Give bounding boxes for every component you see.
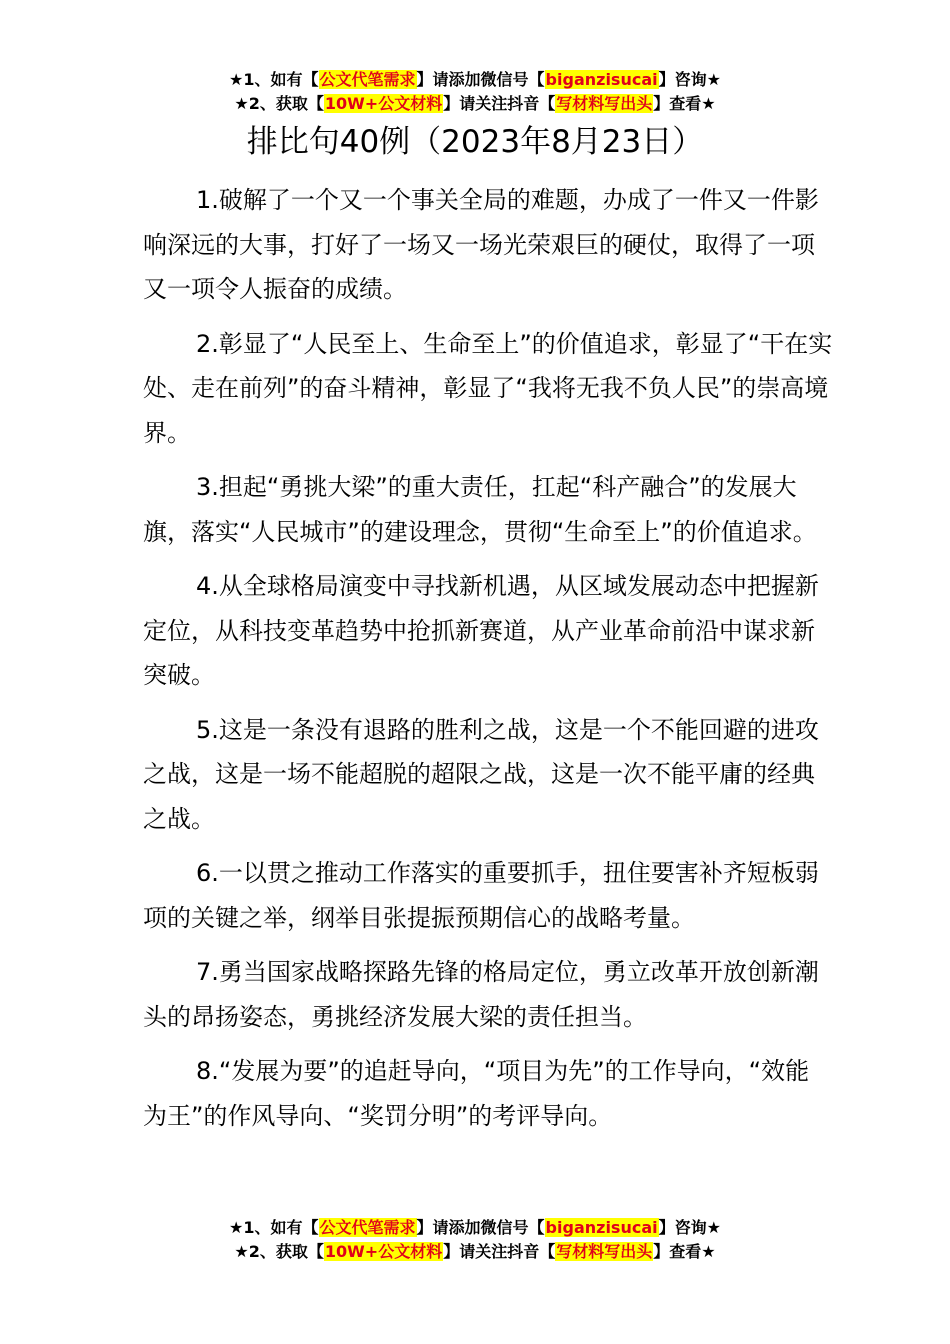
paragraph-5: 5.这是一条没有退路的胜利之战，这是一个不能回避的进攻之战，这是一场不能超脱的超限之战，这是一次不能平庸的经典之战。	[143, 715, 819, 833]
bottom-banner-highlight-wechat-id: biganzisucai	[545, 1218, 658, 1237]
paragraph-3: 3.担起“勇挑大梁”的重大责任，扛起“科产融合”的发展大旗，落实“人民城市”的建设理念，贯彻“生命至上”的价值追求。	[143, 473, 817, 546]
top-banner	[0, 68, 950, 116]
top-banner-highlight-writing-service: 公文代笔需求	[319, 70, 416, 89]
paragraph-4: 4.从全球格局演变中寻找新机遇，从区域发展动态中把握新定位，从科技变革趋势中抢抓新赛道，从产业革命前沿中谋求新突破。	[143, 572, 819, 689]
bottom-banner-highlight-materials: 10W+公文材料	[324, 1242, 443, 1261]
bottom-banner-highlight-writing-service: 公文代笔需求	[319, 1218, 416, 1237]
top-banner-line-1: ★1、如有【公文代笔需求】请添加微信号【biganzisucai】咨询★	[229, 70, 721, 89]
bottom-banner-line-1: ★1、如有【公文代笔需求】请添加微信号【biganzisucai】咨询★	[229, 1218, 721, 1237]
bottom-banner	[0, 1216, 950, 1264]
top-banner-highlight-materials: 10W+公文材料	[324, 94, 443, 113]
top-banner-highlight-douyin: 写材料写出头	[556, 94, 653, 113]
paragraph-7: 7.勇当国家战略探路先锋的格局定位，勇立改革开放创新潮头的昂扬姿态，勇挑经济发展大梁的责任担当。	[143, 958, 819, 1031]
top-banner-highlight-wechat-id: biganzisucai	[545, 70, 658, 89]
top-banner-line-2: ★2、获取【10W+公文材料】请关注抖音【写材料写出头】查看★	[234, 94, 716, 113]
document-body	[143, 178, 833, 1148]
paragraph-2: 2.彰显了“人民至上、生命至上”的价值追求，彰显了“干在实处、走在前列”的奋斗精神，彰显了“我将无我不负人民”的崇高境界。	[143, 329, 833, 447]
paragraph-1: 1.破解了一个又一个事关全局的难题，办成了一件又一件影响深远的大事，打好了一场又一场光荣艰巨的硬仗，取得了一项又一项令人振奋的成绩。	[143, 186, 819, 303]
paragraph-6: 6.一以贯之推动工作落实的重要抓手，扭住要害补齐短板弱项的关键之举，纲举目张提振预期信心的战略考量。	[143, 859, 819, 932]
bottom-banner-line-2: ★2、获取【10W+公文材料】请关注抖音【写材料写出头】查看★	[234, 1242, 716, 1261]
paragraph-8: 8.“发展为要”的追赶导向，“项目为先”的工作导向，“效能为王”的作风导向、“奖罚分明”的考评导向。	[143, 1057, 810, 1130]
bottom-banner-highlight-douyin: 写材料写出头	[556, 1242, 653, 1261]
document-title: 排比句40例（2023年8月23日）	[246, 124, 704, 160]
